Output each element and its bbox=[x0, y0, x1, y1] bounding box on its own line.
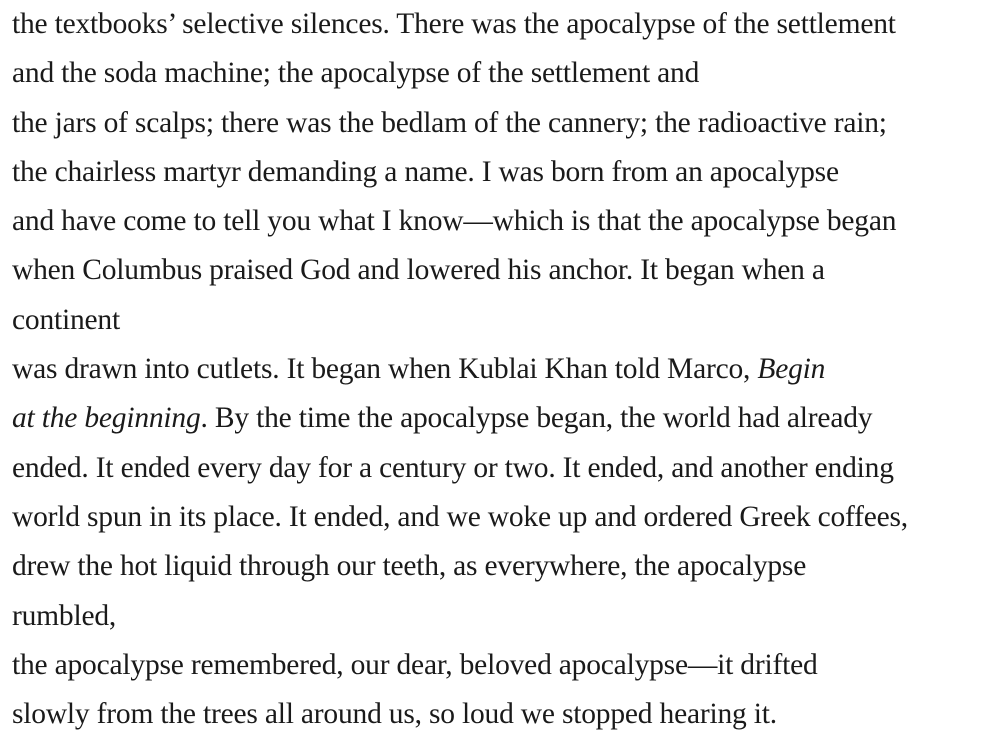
poem-text-block bbox=[12, 0, 997, 739]
text-segment: rumbled, bbox=[12, 599, 117, 632]
text-segment: the textbooks’ selective silences. There was the apocalypse of the settlement bbox=[12, 8, 896, 40]
poem-line bbox=[12, 394, 997, 443]
text-segment: the chairless martyr demanding a name. I was born from an apocalypse bbox=[12, 155, 839, 188]
poem-line bbox=[12, 542, 997, 591]
text-segment: was drawn into cutlets. It began when Kublai Khan told Marco, bbox=[12, 353, 758, 386]
italic-text-segment: Begin bbox=[757, 353, 826, 386]
poem-line bbox=[12, 99, 997, 148]
poem-line bbox=[12, 148, 997, 197]
text-segment: the jars of scalps; there was the bedlam of the cannery; the radioactive rain; bbox=[12, 106, 887, 139]
poem-line bbox=[12, 246, 997, 295]
poem-line bbox=[12, 345, 997, 394]
text-segment: . By the time the apocalypse began, the world had already bbox=[200, 402, 873, 435]
poem-line bbox=[12, 197, 997, 246]
text-segment: drew the hot liquid through our teeth, as everywhere, the apocalypse bbox=[12, 550, 807, 583]
poem-line bbox=[12, 296, 997, 345]
text-segment: the apocalypse remembered, our dear, beloved apocalypse—it drifted bbox=[12, 648, 818, 681]
poem-line bbox=[12, 444, 997, 493]
text-segment: continent bbox=[12, 303, 120, 336]
text-segment: slowly from the trees all around us, so loud we stopped hearing it. bbox=[12, 698, 777, 731]
poem-line bbox=[12, 493, 997, 542]
text-segment: when Columbus praised God and lowered his anchor. It began when a bbox=[12, 254, 825, 287]
poem-line bbox=[12, 592, 997, 641]
poem-line bbox=[12, 49, 997, 98]
text-segment: ended. It ended every day for a century or two. It ended, and another ending bbox=[12, 451, 894, 484]
poem-line bbox=[12, 690, 997, 739]
italic-text-segment: at the beginning bbox=[12, 402, 201, 435]
text-segment: and the soda machine; the apocalypse of the settlement and bbox=[12, 57, 700, 90]
text-segment: world spun in its place. It ended, and we woke up and ordered Greek coffees, bbox=[12, 500, 908, 533]
text-segment: and have come to tell you what I know—which is that the apocalypse began bbox=[12, 205, 897, 238]
poem-line bbox=[12, 0, 997, 49]
poem-line bbox=[12, 641, 997, 690]
